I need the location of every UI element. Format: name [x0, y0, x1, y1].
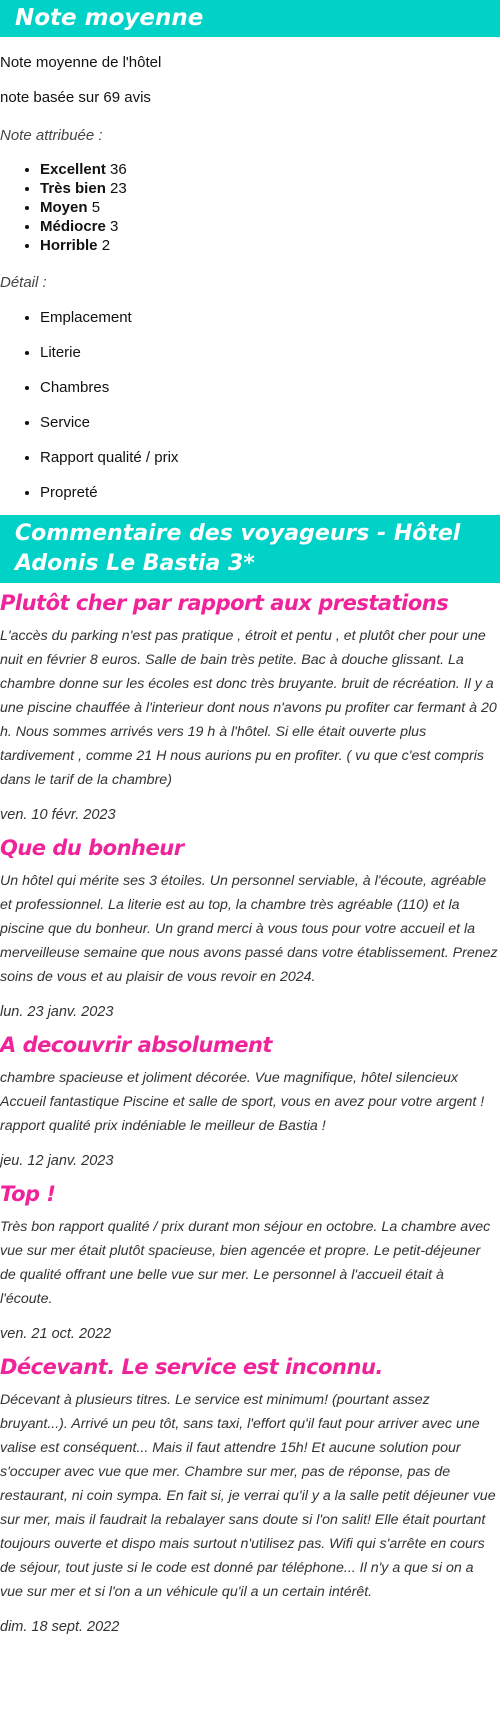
review-title: Que du bonheur: [0, 836, 184, 860]
rating-item: • Médiocre 3: [40, 217, 500, 236]
ratings-list: [0, 160, 500, 255]
review-title: A decouvrir absolument: [0, 1033, 272, 1057]
review-title: Décevant. Le service est inconnu.: [0, 1355, 383, 1379]
detail-item: • Emplacement: [40, 308, 500, 327]
review: [0, 1182, 500, 1342]
detail-item: • Chambres: [40, 378, 500, 397]
reviews-header: Commentaire des voyageurs - Hôtel Adonis Le Bastia 3*: [0, 515, 500, 583]
review-body: Très bon rapport qualité / prix durant mon séjour en octobre. La chambre avec vue sur mer était plutôt spacieuse, bien agencée et propre. Le petit-déjeuner de qualité offrant une belle vue sur mer. Le personnel à l'accueil était à l'écoute.: [0, 1219, 491, 1307]
review: [0, 836, 500, 1020]
detail-item: • Literie: [40, 343, 500, 362]
review-title: Top !: [0, 1182, 56, 1206]
ratings-label: Note attribuée :: [0, 127, 103, 144]
review-body: L'accès du parking n'est pas pratique , étroit et pentu , et plutôt cher pour une nuit en février 8 euros. Salle de bain très petite. Bac à douche glissant. La chambre donne sur les écoles est donc très bruyante. bruit de récréation. Il y a une piscine chauffée à l'interieur dont nous n'avons pu profiter car fermant à 20 h. Nous sommes arrivés vers 19 h à l'hôtel. Si elle était ouverte plus tardivement , comme 21 H nous aurions pu en profiter. ( vu que c'est compris dans le tarif de la chambre): [0, 628, 497, 788]
review: [0, 1033, 500, 1169]
detail-list: [0, 308, 500, 502]
review-count: note basée sur 69 avis: [0, 89, 151, 106]
rating-summary: [0, 53, 500, 502]
rating-item: • Horrible 2: [40, 236, 500, 255]
review-title: Plutôt cher par rapport aux prestations: [0, 591, 449, 615]
detail-item: • Service: [40, 413, 500, 432]
review-date: dim. 18 sept. 2022: [0, 1619, 120, 1635]
rating-item: • Excellent 36: [40, 160, 500, 179]
rating-item: • Très bien 23: [40, 179, 500, 198]
review-body: Décevant à plusieurs titres. Le service est minimum! (pourtant assez bruyant...). Arrivé un peu tôt, sans taxi, l'effort qu'il faut pour arriver avec une valise est conséquent... Mais il faut attendre 15h! Et aucune solution pour s'occuper avec vue que mer. Chambre sur mer, pas de réponse, pas de restaurant, ni coin sympa. En fait si, je verrai qu'il y a la salle petit déjeuner vue sur mer, mais il faudrait la rebalayer sans doute si l'on salit! Elle était pourtant toujours ouverte et dispo mais surtout n'utilisez pas. Wifi qui s'arrête en cours de séjour, tout juste si le code est donné par téléphone... Il n'y a que si on a vue sur mer et si l'on a un véhicule qu'il a un certain intérêt.: [0, 1392, 496, 1600]
hotel-average-label: Note moyenne de l'hôtel: [0, 54, 162, 71]
review-date: lun. 23 janv. 2023: [0, 1004, 114, 1020]
review-body: Un hôtel qui mérite ses 3 étoiles. Un personnel serviable, à l'écoute, agréable et professionnel. La literie est au top, la chambre très agréable (110) et la piscine que du bonheur. Un grand merci à vous tous pour votre accueil et la merveilleuse semaine que nous avons passé dans votre établissement. Prenez soins de vous et au plaisir de vous revoir en 2024.: [0, 873, 498, 985]
summary-header: Note moyenne: [0, 0, 500, 37]
detail-item: • Propreté: [40, 483, 500, 502]
review-date: ven. 21 oct. 2022: [0, 1326, 112, 1342]
rating-item: • Moyen 5: [40, 198, 500, 217]
review: [0, 1355, 500, 1635]
detail-item: • Rapport qualité / prix: [40, 448, 500, 467]
review: [0, 591, 500, 823]
review-body: chambre spacieuse et joliment décorée. Vue magnifique, hôtel silencieux Accueil fantastique Piscine et salle de sport, vous en avez pour votre argent ! rapport qualité prix indéniable le meilleur de Bastia !: [0, 1070, 485, 1134]
review-date: ven. 10 févr. 2023: [0, 807, 116, 823]
detail-label: Détail :: [0, 274, 47, 291]
reviews-list: [0, 591, 500, 1635]
review-date: jeu. 12 janv. 2023: [0, 1153, 114, 1169]
